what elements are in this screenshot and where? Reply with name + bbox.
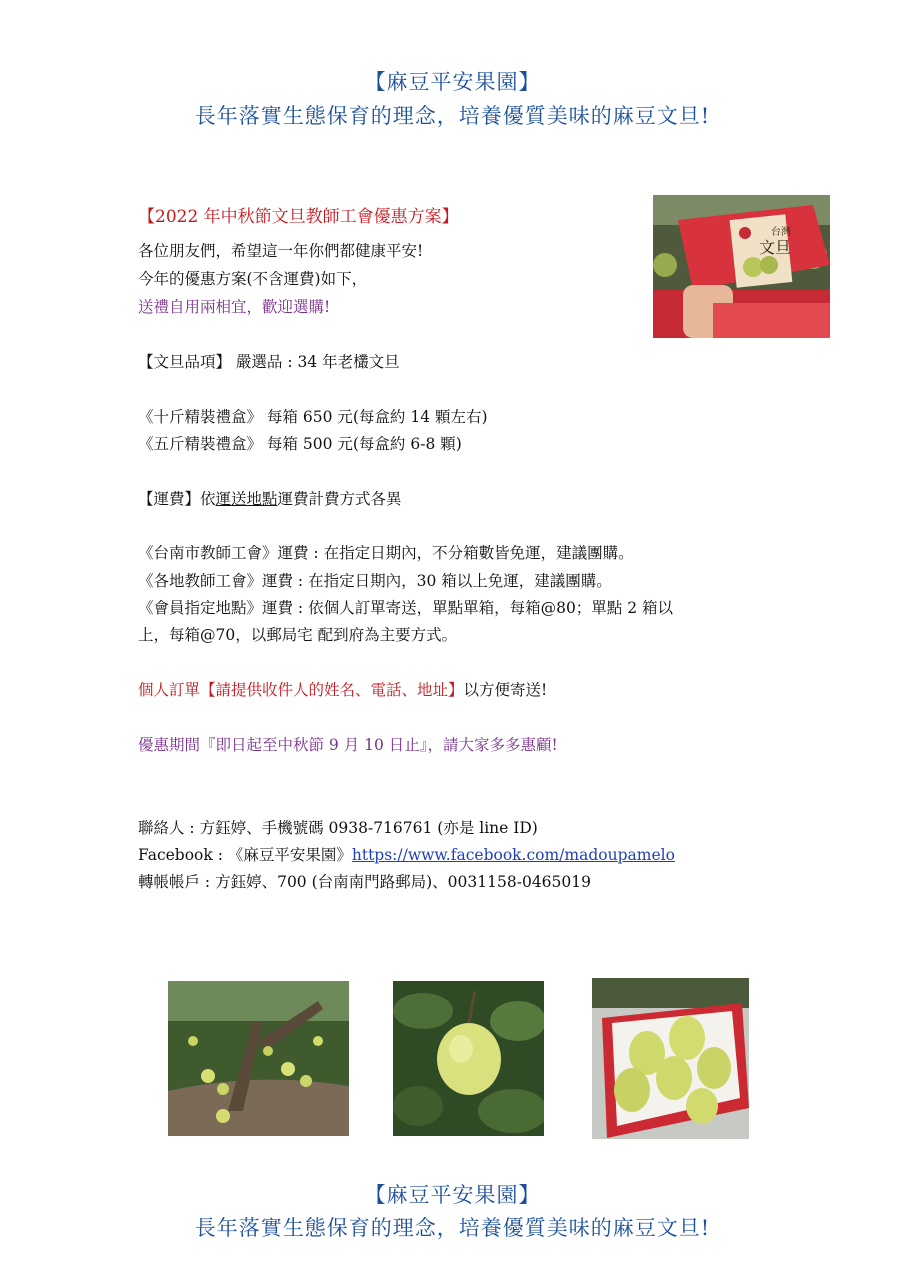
box-5-line: 《五斤精裝禮盒》 每箱 500 元(每盒約 6-8 顆)	[138, 435, 462, 453]
header-farm-name: 【麻豆平安果園】	[364, 70, 541, 94]
header-slogan: 長年落實生態保育的理念，培養優質美味的麻豆文旦!	[194, 104, 711, 128]
box-label-big: 文旦	[759, 238, 792, 257]
intro-line-2: 今年的優惠方案(不含運費)如下，	[138, 270, 368, 288]
order-note	[138, 680, 547, 700]
shipping-line	[138, 489, 402, 509]
order-note-red: 個人訂單【請提供收件人的姓名、電話、地址】	[138, 681, 464, 699]
footer-farm-name: 【麻豆平安果園】	[364, 1183, 541, 1207]
gift-box-photo	[653, 195, 830, 338]
shipping-suffix: 運費計費方式各異	[277, 490, 402, 508]
facebook-label: Facebook : 《麻豆平安果園》	[138, 846, 352, 864]
plan-title: 【2022 年中秋節文旦教師工會優惠方案】	[138, 207, 459, 227]
footer-slogan: 長年落實生態保育的理念，培養優質美味的麻豆文旦!	[194, 1216, 711, 1240]
intro-line-1: 各位朋友們，希望這一年你們都健康平安!	[138, 242, 424, 260]
promo-period: 優惠期間『即日起至中秋節 9 月 10 日止』，請大家多多惠顧!	[138, 736, 558, 754]
box-label-small: 台灣	[771, 227, 791, 238]
ship-member-line-2: 上，每箱@70，以郵局宅 配到府為主要方式。	[138, 626, 458, 644]
item-line: 【文旦品項】 嚴選品 : 34 年老欉文旦	[138, 353, 400, 371]
box-10-line: 《十斤精裝禮盒》 每箱 650 元(每盒約 14 顆左右)	[138, 408, 488, 426]
ship-tainan-line: 《台南市教師工會》運費 : 在指定日期內，不分箱數皆免運，建議團購。	[138, 544, 634, 562]
ship-member-line-1: 《會員指定地點》運費 : 依個人訂單寄送，單點單箱，每箱@80；單點 2 箱以	[138, 599, 674, 617]
order-note-black: 以方便寄送!	[463, 681, 548, 699]
shipping-prefix: 【運費】依	[138, 490, 216, 508]
pomelos-in-box-photo	[592, 978, 749, 1139]
intro-line-3: 送禮自用兩相宜，歡迎選購!	[138, 298, 331, 316]
contact-account: 轉帳帳戶 : 方鈺婷、700 (台南南門路郵局)、0031158-0465019	[138, 873, 591, 891]
contact-person: 聯絡人 : 方鈺婷、手機號碼 0938-716761 (亦是 line ID)	[138, 819, 538, 837]
contact-facebook	[138, 845, 675, 865]
shipping-underlined: 運送地點	[215, 490, 278, 508]
orchard-tree-photo	[168, 981, 349, 1136]
ship-all-line: 《各地教師工會》運費 : 在指定日期內，30 箱以上免運，建議團購。	[138, 572, 612, 590]
facebook-link[interactable]: https://www.facebook.com/madoupamelo	[351, 846, 675, 864]
pomelo-on-branch-photo	[393, 981, 544, 1136]
